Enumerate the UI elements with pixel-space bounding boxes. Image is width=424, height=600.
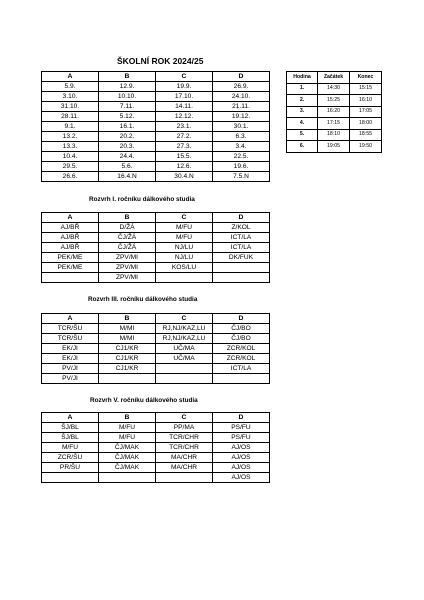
hours-cell: 1. <box>287 83 318 95</box>
dates-header-cell: C <box>156 72 213 82</box>
dates-cell: 5.9. <box>42 82 99 92</box>
hours-cell: 4. <box>287 118 318 130</box>
schedule-cell: AJ/OS <box>213 463 270 473</box>
schedule-row <box>42 233 270 243</box>
schedule-5-title: Rozvrh V. ročníku dálkového studia <box>90 397 198 404</box>
dates-cell: 27.2. <box>156 132 213 142</box>
dates-cell: 19.12. <box>213 112 270 122</box>
schedule-cell: UČ/MA <box>156 344 213 354</box>
dates-row <box>42 162 270 172</box>
schedule-cell: D/ŽÁ <box>99 223 156 233</box>
hours-row <box>287 95 382 107</box>
hours-row <box>287 141 382 153</box>
schedule-cell <box>213 374 270 384</box>
schedule-cell: PEK/ME <box>42 263 99 273</box>
hours-cell: 2. <box>287 95 318 107</box>
dates-cell: 21.11. <box>213 102 270 112</box>
schedule-cell: AJ/OS <box>213 443 270 453</box>
schedule-row <box>42 243 270 253</box>
dates-cell: 19.9. <box>156 82 213 92</box>
schedule-cell: AJ/OS <box>213 473 270 483</box>
schedule-cell: CJ1/KR <box>99 364 156 374</box>
schedule-cell: Z/KOL <box>213 223 270 233</box>
hours-cell: 16:10 <box>350 95 382 107</box>
hours-cell: 17:15 <box>318 118 350 130</box>
hours-cell: 19:50 <box>350 141 382 153</box>
schedule-cell: M/MI <box>99 324 156 334</box>
dates-cell: 14.11. <box>156 102 213 112</box>
schedule-row <box>42 453 270 463</box>
dates-header-cell: A <box>42 72 99 82</box>
dates-cell: 17.10. <box>156 92 213 102</box>
schedule-cell: RJ,NJ/KAZ,LU <box>156 334 213 344</box>
hours-cell: 6. <box>287 141 318 153</box>
schedule-header-cell: D <box>213 213 270 223</box>
dates-cell: 10.10. <box>99 92 156 102</box>
schedule-cell: ČJ/MAK <box>99 453 156 463</box>
schedule-cell <box>42 273 99 283</box>
dates-row <box>42 112 270 122</box>
schedule-row <box>42 253 270 263</box>
dates-cell: 5.6. <box>99 162 156 172</box>
schedule-header-cell: B <box>99 314 156 324</box>
schedule-cell: MA/CHR <box>156 463 213 473</box>
schedule-cell: M/FU <box>99 433 156 443</box>
schedule-cell: UČ/MA <box>156 354 213 364</box>
schedule-cell: EK/JI <box>42 354 99 364</box>
dates-cell: 16.4.N <box>99 172 156 182</box>
dates-cell: 31.10. <box>42 102 99 112</box>
schedule-row <box>42 354 270 364</box>
hours-header-cell: Začátek <box>318 72 350 84</box>
schedule-cell: TCR/CHR <box>156 433 213 443</box>
schedule-cell: M/FU <box>42 443 99 453</box>
hours-cell: 15:25 <box>318 95 350 107</box>
schedule-cell: AJ/OS <box>213 453 270 463</box>
schedule-1-title: Rozvrh I. ročníku dálkového studia <box>89 196 195 203</box>
schedule-cell: ICT/LA <box>213 364 270 374</box>
schedule-cell: ICT/LA <box>213 243 270 253</box>
hours-row <box>287 106 382 118</box>
hours-cell: 15:15 <box>350 83 382 95</box>
schedule-cell: AJ/BŘ <box>42 243 99 253</box>
schedule-row <box>42 273 270 283</box>
hours-cell: 18:00 <box>350 118 382 130</box>
schedule-1-table <box>41 212 270 283</box>
hours-cell: 5. <box>287 129 318 141</box>
dates-cell: 12.6. <box>156 162 213 172</box>
dates-row <box>42 122 270 132</box>
schedule-row <box>42 324 270 334</box>
schedule-cell: ZCR/ŠU <box>42 453 99 463</box>
hours-cell: 14:30 <box>318 83 350 95</box>
dates-cell: 30.4.N <box>156 172 213 182</box>
schedule-header-cell: C <box>156 413 213 423</box>
schedule-cell: PEK/ME <box>42 253 99 263</box>
schedule-header-cell: A <box>42 213 99 223</box>
hours-cell: 18:55 <box>350 129 382 141</box>
schedule-cell: ŠJ/BL <box>42 433 99 443</box>
schedule-cell: EK/JI <box>42 344 99 354</box>
schedule-3-title: Rozvrh III. ročníku dálkového studia <box>88 296 198 303</box>
lesson-hours-table <box>286 71 382 153</box>
schedule-header-cell: D <box>213 413 270 423</box>
schedule-header-cell: A <box>42 413 99 423</box>
hours-row <box>287 129 382 141</box>
schedule-row <box>42 463 270 473</box>
schedule-row <box>42 334 270 344</box>
schedule-cell <box>99 374 156 384</box>
dates-cell: 24.4. <box>99 152 156 162</box>
schedule-cell: M/FU <box>156 223 213 233</box>
schedule-cell: ŠJ/BL <box>42 423 99 433</box>
schedule-row <box>42 374 270 384</box>
schedule-cell: ČJ/ŽÁ <box>99 243 156 253</box>
schedule-cell: ICT/LA <box>213 233 270 243</box>
hours-row <box>287 83 382 95</box>
schedule-row <box>42 443 270 453</box>
schedule-cell: M/FU <box>156 233 213 243</box>
dates-cell: 23.1. <box>156 122 213 132</box>
schedule-cell: DK/FUK <box>213 253 270 263</box>
schedule-cell: MA/CHR <box>156 453 213 463</box>
hours-cell: 17:05 <box>350 106 382 118</box>
dates-cell: 12.12. <box>156 112 213 122</box>
hours-cell: 3. <box>287 106 318 118</box>
schedule-cell: ČJ/BO <box>213 324 270 334</box>
schedule-header-cell: C <box>156 314 213 324</box>
dates-cell: 19.6. <box>213 162 270 172</box>
schedule-cell: AJ/BŘ <box>42 223 99 233</box>
schedule-header-cell: D <box>213 314 270 324</box>
dates-cell: 9.1. <box>42 122 99 132</box>
schedule-cell: CJ1/KR <box>99 344 156 354</box>
dates-row <box>42 102 270 112</box>
schedule-row <box>42 263 270 273</box>
schedule-cell: PS/FU <box>213 423 270 433</box>
schedule-header-cell: A <box>42 314 99 324</box>
schedule-cell <box>156 374 213 384</box>
schedule-cell: PV/JI <box>42 364 99 374</box>
dates-header-cell: B <box>99 72 156 82</box>
dates-row <box>42 152 270 162</box>
schedule-cell <box>213 273 270 283</box>
dates-row <box>42 92 270 102</box>
schedule-header-cell: B <box>99 413 156 423</box>
schedule-cell: ZCR/KOL <box>213 354 270 364</box>
schedule-header-cell: B <box>99 213 156 223</box>
schedule-cell: ČJ/BO <box>213 334 270 344</box>
dates-cell: 29.5. <box>42 162 99 172</box>
dates-cell: 5.12. <box>99 112 156 122</box>
dates-cell: 22.5. <box>213 152 270 162</box>
schedule-row <box>42 473 270 483</box>
hours-cell: 19:05 <box>318 141 350 153</box>
dates-cell: 20.3. <box>99 142 156 152</box>
dates-cell: 13.3. <box>42 142 99 152</box>
dates-cell: 3.10. <box>42 92 99 102</box>
schedule-cell: TCR/ŠU <box>42 334 99 344</box>
dates-cell: 10.4. <box>42 152 99 162</box>
dates-row <box>42 142 270 152</box>
schedule-cell: TCR/CHR <box>156 443 213 453</box>
schedule-cell: KOS/LU <box>156 263 213 273</box>
dates-cell: 30.1. <box>213 122 270 132</box>
schedule-row <box>42 433 270 443</box>
dates-cell: 13.2. <box>42 132 99 142</box>
schedule-cell: CJ1/KR <box>99 354 156 364</box>
schedule-cell: ZPV/MI <box>99 253 156 263</box>
dates-cell: 6.3. <box>213 132 270 142</box>
schedule-cell: ZPV/MI <box>99 263 156 273</box>
schedule-row <box>42 223 270 233</box>
dates-cell: 3.4. <box>213 142 270 152</box>
dates-cell: 24.10. <box>213 92 270 102</box>
dates-row <box>42 132 270 142</box>
schedule-cell <box>99 473 156 483</box>
hours-header-cell: Hodina <box>287 72 318 84</box>
dates-cell: 28.11. <box>42 112 99 122</box>
schedule-cell: ZPV/MI <box>99 273 156 283</box>
schedule-cell: ČJ/ŽÁ <box>99 233 156 243</box>
schedule-cell <box>213 263 270 273</box>
schedule-cell: RJ,NJ/KAZ,LU <box>156 324 213 334</box>
schedule-cell: NJ/LU <box>156 243 213 253</box>
schedule-3-table <box>41 313 270 384</box>
schedule-cell: PR/ŠU <box>42 463 99 473</box>
schedule-cell: AJ/BŘ <box>42 233 99 243</box>
schedule-cell: M/FU <box>99 423 156 433</box>
schedule-5-table <box>41 412 270 483</box>
dates-cell: 7.5.N <box>213 172 270 182</box>
schedule-cell: PS/FU <box>213 433 270 443</box>
schedule-cell: NJ/LU <box>156 253 213 263</box>
schedule-row <box>42 364 270 374</box>
schedule-cell <box>156 364 213 374</box>
dates-table <box>41 71 270 182</box>
page-title: ŠKOLNÍ ROK 2024/25 <box>117 56 204 66</box>
dates-cell: 27.3. <box>156 142 213 152</box>
schedule-row <box>42 344 270 354</box>
hours-cell: 16:20 <box>318 106 350 118</box>
schedule-cell <box>156 473 213 483</box>
schedule-header-cell: C <box>156 213 213 223</box>
dates-row <box>42 82 270 92</box>
schedule-cell: M/MI <box>99 334 156 344</box>
dates-row <box>42 172 270 182</box>
schedule-cell: ZCR/KOL <box>213 344 270 354</box>
hours-header-cell: Konec <box>350 72 382 84</box>
schedule-cell: ČJ/MAK <box>99 443 156 453</box>
schedule-cell: PV/JI <box>42 374 99 384</box>
schedule-row <box>42 423 270 433</box>
dates-cell: 26.6. <box>42 172 99 182</box>
hours-cell: 18:10 <box>318 129 350 141</box>
schedule-cell: TCR/ŠU <box>42 324 99 334</box>
schedule-cell: PP/MA <box>156 423 213 433</box>
dates-cell: 15.5. <box>156 152 213 162</box>
schedule-cell: ČJ/MAK <box>99 463 156 473</box>
dates-cell: 26.9. <box>213 82 270 92</box>
dates-cell: 12.9. <box>99 82 156 92</box>
dates-header-cell: D <box>213 72 270 82</box>
dates-cell: 20.2. <box>99 132 156 142</box>
schedule-cell <box>42 473 99 483</box>
hours-row <box>287 118 382 130</box>
schedule-cell <box>156 273 213 283</box>
dates-cell: 16.1. <box>99 122 156 132</box>
dates-cell: 7.11. <box>99 102 156 112</box>
